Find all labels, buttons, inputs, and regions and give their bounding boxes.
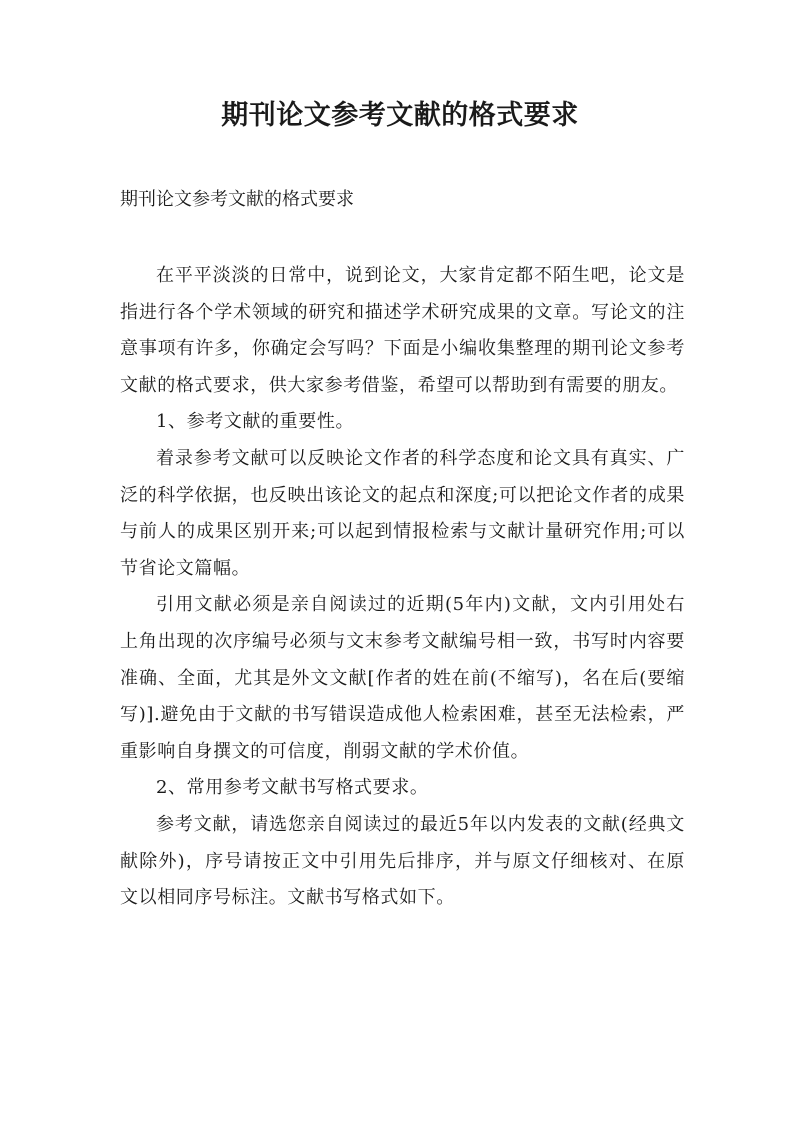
body-paragraph: 引用文献必须是亲自阅读过的近期(5年内)文献，文内引用处右上角出现的次序编号必须与文末参考文献编号相一致，书写时内容要准确、全面，尤其是外文文献[作者的姓在前(不缩写)，名在后(要缩写)].避免由于文献的书写错误造成他人检索困难，甚至无法检索，严重影响自身撰文的可信度，削弱文献的学术价值。 — [120, 594, 685, 762]
intro-paragraph: 在平平淡淡的日常中，说到论文，大家肯定都不陌生吧，论文是指进行各个学术领域的研究和描述学术研究成果的文章。写论文的注意事项有许多，你确定会写吗？下面是小编收集整理的期刊论文参考文献的格式要求，供大家参考借鉴，希望可以帮助到有需要的朋友。 — [120, 265, 685, 396]
document-title: 期刊论文参考文献的格式要求 — [221, 100, 579, 131]
body-paragraph: 参考文献，请选您亲自阅读过的最近5年以内发表的文献(经典文献除外)，序号请按正文中引用先后排序，并与原文仔细核对、在原文以相同序号标注。文献书写格式如下。 — [120, 813, 685, 909]
document-body — [120, 258, 685, 917]
body-paragraph: 着录参考文献可以反映论文作者的科学态度和论文具有真实、广泛的科学依据，也反映出该论文的起点和深度;可以把论文作者的成果与前人的成果区别开来;可以起到情报检索与文献计量研究作用;可以节省论文篇幅。 — [120, 447, 685, 579]
section-heading-format: 2、常用参考文献书写格式要求。 — [156, 777, 429, 799]
document-subtitle: 期刊论文参考文献的格式要求 — [120, 189, 354, 210]
section-heading-importance: 1、参考文献的重要性。 — [156, 411, 355, 433]
